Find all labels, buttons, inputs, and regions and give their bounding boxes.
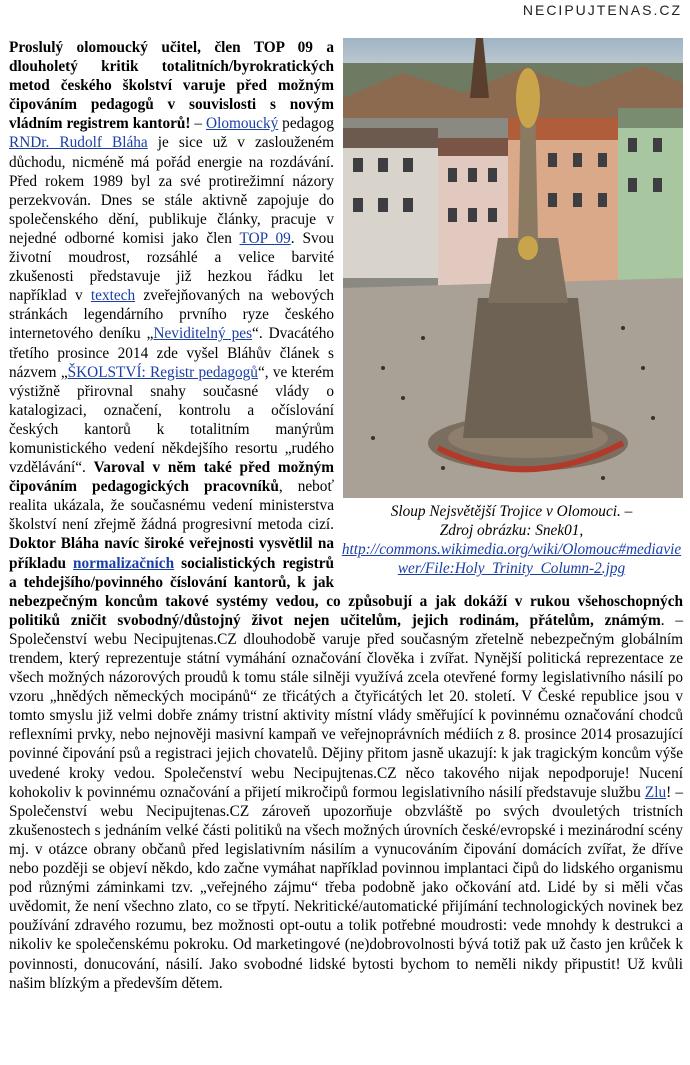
text-run: – (190, 115, 207, 133)
site-header: NECIPUJTENAS.CZ (522, 2, 682, 18)
holy-trinity-column-photo (343, 38, 683, 498)
caption-source-link[interactable]: http://commons.wikimedia.org/wiki/Olomouc#mediaviewer/File:Holy_Trinity_Column-2.jpg (341, 541, 682, 577)
text-run: “, ve kterém výstižně přirovnal snahy současné vlády o katalogizaci, označení, kontrolu a očíslování českých kantorů k totalitním manýrům komunistického vedení někdejšího resortu „rudého vzdělávání“. (9, 363, 334, 477)
text-run: . Svou životní moudrost, rozsáhlé a velice barvité zkušenosti představuje již hezkou řádku let například v (9, 229, 334, 305)
bold-run: Varoval v něm také před možným čipováním pedagogických pracovníků (9, 459, 334, 496)
text-run: zveřejňovaných na webových stránkách legendárního prvního ryze českého internetového deníku „ (9, 287, 334, 343)
link-top09[interactable]: TOP 09 (239, 229, 291, 247)
figure-caption (340, 502, 683, 578)
text-run: , neboť realita ukázala, že současnému vedení ministerstva školství není zřejmě žádná progresivní metoda cizí. (9, 478, 334, 534)
link-olomoucky[interactable]: Olomoucký (206, 115, 279, 133)
link-zlu[interactable]: Zlu (644, 783, 667, 801)
bold-run: socialistických registrů a tehdejšího/povinného číslování kantorů, k jak nebezpečným koncům takové systémy vedou, co způsobují a jak dokáží v rukou všehoschopných politiků zničit svobodný/důstojný život nejen učitelům, jejich rodinám, přátelům, známým (9, 554, 683, 629)
article-page (9, 38, 683, 993)
bold-run: Doktor Bláha navíc široké veřejnosti vysvětlil na příkladu (9, 535, 334, 572)
link-neviditelny-pes[interactable]: Neviditelný pes (153, 325, 253, 343)
caption-line-2: Zdroj obrázku: Snek01, (439, 522, 584, 539)
text-run: . – Společenství webu Necipujtenas.CZ dlouhodobě varuje před současným zřetelně nebezpečným globálním trendem, který reprezentuje státní vymáhání označování člověka i zvířat. Nynější politická reprezentace ze všech možných názorových proudů k tomu stále silněji využívá zcela otevřené formy legislativního násilí po vzoru „hnědých německých mocipánů“ ze třicátých a čtyřicátých let 20. století. V České republice jsou v tomto smyslu již velmi dobře známy tristní aktivity místní vlády směřující k povinnému označování chodců reflexními prvky, nebo nejnověji masivní kampaň ve veřejnoprávních médiích z 8. prosince 2014 prosazující povinné čipování psů a registraci jejich chovatelů. Dějiny přitom jasně ukazují: k jak tragickým koncům výše uvedené kroky vedou. Společenství webu Necipujtenas.CZ něco takového nijak nepodporuje! Nucení kohokoliv k povinnému označování a přijetí mikročipů formou legislativního násilí představuje službu (9, 611, 684, 801)
text-run: ! – Společenství webu Necipujtenas.CZ zároveň upozorňuje obzvláště po svých dvouletých tristních zkušenostech s jednáním velké části politiků na všech možných úrovních české/evropské i mezinárodní scény mj. v otázce obrany občanů před legislativním násilím a vynucováním čipování domácích zvířat, že dříve nebo později se objeví někdo, kdo začne vymáhat například povinnou implantaci čipů do lidského organismu pod různými záminkami tzv. „veřejného zájmu“ třeba podobně jako očkování atd. Lidé by si měli včas uvědomit, že není všechno zlato, co se třpytí. Nekritické/automatické přijímání technologických novinek bez používání zdravého rozumu, bez možnosti opt-outu a tolik potřebné moudrosti: vede mnohdy k destrukci a nikoliv ke společenskému pokroku. Od marketingové (ne)dobrovolnosti bývá totiž pak už často jen krůček k povinnosti, donucování, násilí. Jako svobodné lidské bytosti bychom to neměli nikdy připustit! Už kvůli našim blízkým a především dětem. (9, 783, 683, 992)
text-run: “. Dvacátého třetího prosince 2014 zde vyšel Bláhův článek s názvem „ (9, 325, 335, 381)
link-normalizacnich[interactable]: normalizačních (72, 554, 175, 572)
article-figure (340, 38, 683, 583)
text-run: je sice už v zaslouženém důchodu, nicméně má pořád energie na rozdávání. Před rokem 1989 byl za své protirežimní názory perzekvován. Dnes se stále aktivně zapojuje do společenského dění, publikuje články, pracuje v nejedné odborné komisi jako člen (9, 134, 334, 247)
link-skolstvi-registr[interactable]: ŠKOLSTVÍ: Registr pedagogů (67, 363, 258, 381)
link-textech[interactable]: textech (90, 287, 136, 305)
text-run: pedagog (278, 115, 334, 133)
article-lead: Proslulý olomoucký učitel, člen TOP 09 a dlouholetý kritik totalitních/byrokratických metod českého školství varuje před možným čipováním pedagogů v souvislosti s novým vládním registrem kantorů! (9, 39, 334, 133)
caption-line-1: Sloup Nejsvětější Trojice v Olomouci. – (390, 503, 633, 520)
link-rudolf-blaha[interactable]: RNDr. Rudolf Bláha (9, 134, 148, 152)
